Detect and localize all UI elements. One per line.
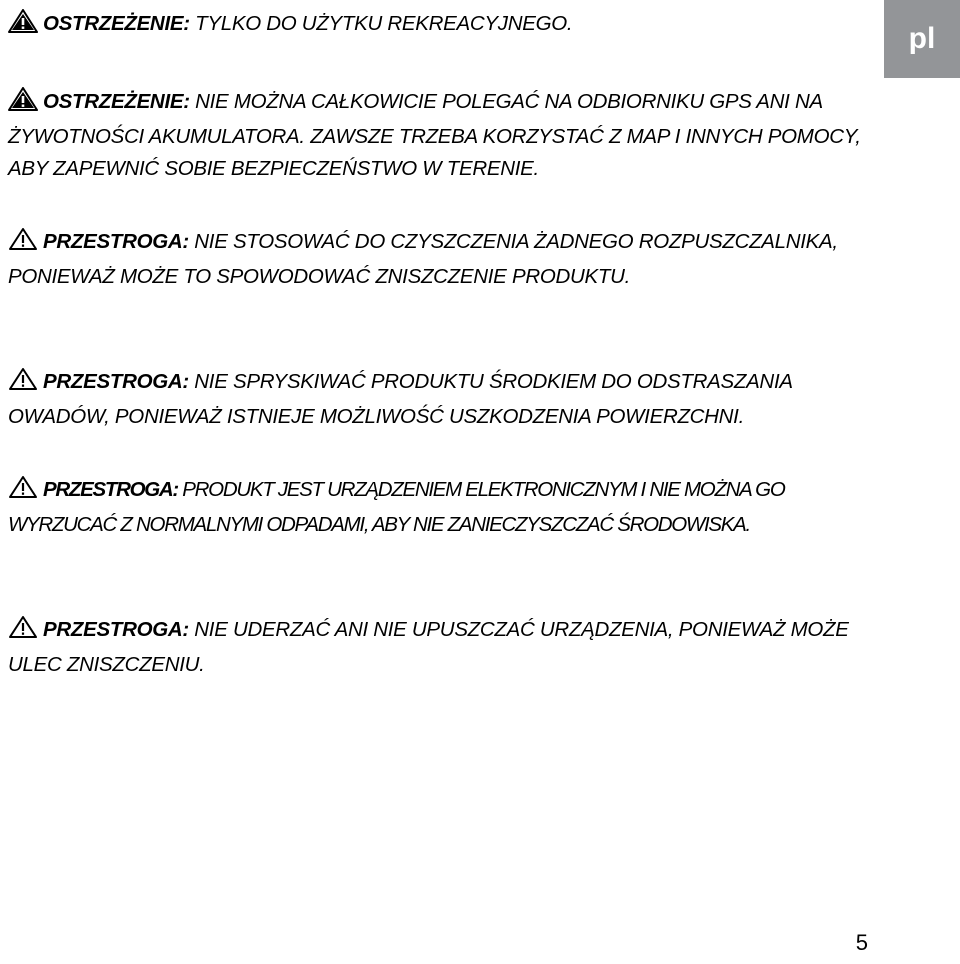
notice-label: PRZESTROGA: xyxy=(43,618,189,641)
warning-filled-icon xyxy=(8,9,38,43)
notice-text: NIE STOSOWAĆ DO CZYSZCZENIA ŻADNEGO ROZPUSZCZALNIKA, PONIEWAŻ MOŻE TO SPOWODOWAĆ ZNISZCZENIE PRODUKTU. xyxy=(8,230,838,288)
language-tab: pl xyxy=(884,0,960,78)
caution-outline-icon xyxy=(8,475,38,509)
caution-outline-icon xyxy=(8,615,38,649)
notice-text: PRODUKT JEST URZĄDZENIEM ELEKTRONICZNYM I NIE MOŻNA GO WYRZUCAĆ Z NORMALNYMI ODPADAMI, ABY NIE ZANIECZYSZCZAĆ ŚRODOWISKA. xyxy=(8,478,785,536)
warning-notice-gps xyxy=(8,86,876,185)
caution-notice-solvent xyxy=(8,226,876,293)
notice-label: PRZESTROGA: xyxy=(43,370,189,393)
caution-notice-insect-repellent xyxy=(8,366,876,433)
notice-label: PRZESTROGA: xyxy=(43,478,178,501)
caution-outline-icon xyxy=(8,227,38,261)
notice-text: NIE MOŻNA CAŁKOWICIE POLEGAĆ NA ODBIORNIKU GPS ANI NA ŻYWOTNOŚCI AKUMULATORA. ZAWSZE TRZEBA KORZYSTAĆ Z MAP I INNYCH POMOCY, ABY ZAPEWNIĆ SOBIE BEZPIECZEŃSTWO W TERENIE. xyxy=(8,90,861,180)
caution-notice-disposal xyxy=(8,474,876,541)
notice-label: OSTRZEŻENIE: xyxy=(43,90,190,113)
page-number: 5 xyxy=(855,930,868,955)
notice-text: TYLKO DO UŻYTKU REKREACYJNEGO. xyxy=(189,12,573,35)
warning-filled-icon xyxy=(8,87,38,121)
notice-text: NIE SPRYSKIWAĆ PRODUKTU ŚRODKIEM DO ODSTRASZANIA OWADÓW, PONIEWAŻ ISTNIEJE MOŻLIWOŚĆ USZKODZENIA POWIERZCHNI. xyxy=(8,370,792,428)
warning-notice-recreational xyxy=(8,8,876,43)
notice-label: PRZESTROGA: xyxy=(43,230,189,253)
notice-text: NIE UDERZAĆ ANI NIE UPUSZCZAĆ URZĄDZENIA, PONIEWAŻ MOŻE ULEC ZNISZCZENIU. xyxy=(8,618,849,676)
notice-label: OSTRZEŻENIE: xyxy=(43,12,190,35)
caution-notice-impact xyxy=(8,614,876,681)
caution-outline-icon xyxy=(8,367,38,401)
